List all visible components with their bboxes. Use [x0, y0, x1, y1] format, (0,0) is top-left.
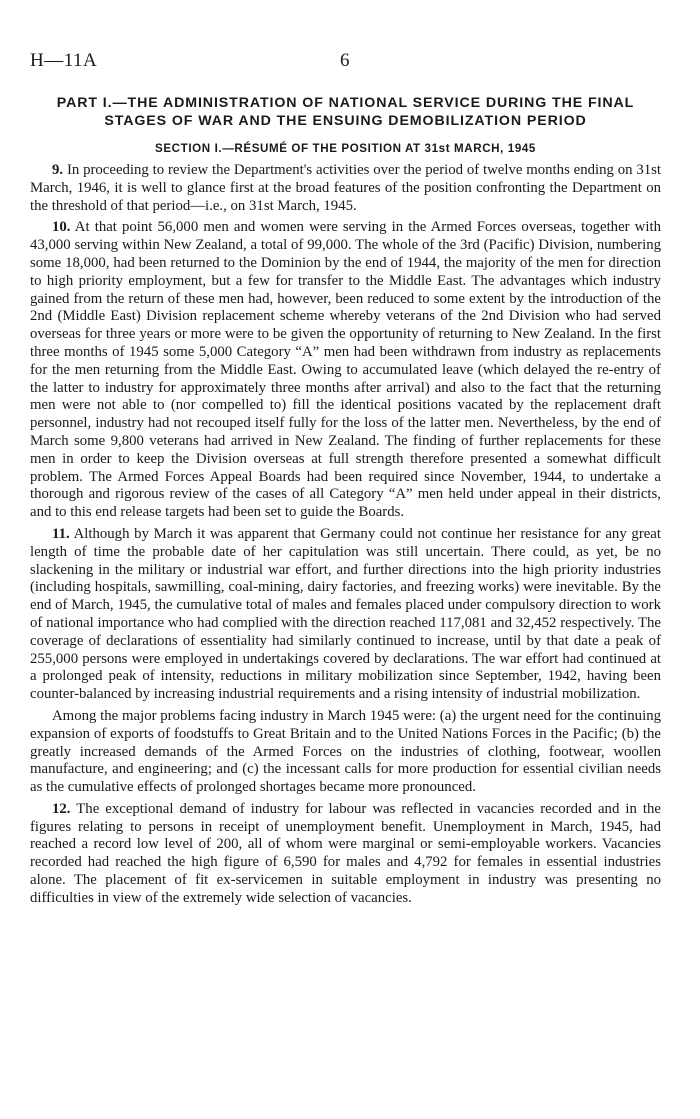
- paragraph-text: Among the major problems facing industry in March 1945 were: (a) the urgent need for the continuing expansion of exports of foodstuffs to Great Britain and to the United Nations Forces in the Pacific; (b) the greatly increased demands of the Armed Forces on the industries of clothing, footwear, woollen manufacture, and engineering; and (c) the incessant calls for more production for essential civilian needs as the cumulative effects of prolonged shortages became more pronounced.: [30, 707, 661, 796]
- page-number: 6: [340, 50, 350, 71]
- page-reference: H—11A: [30, 50, 98, 71]
- paragraph-10: [30, 219, 661, 522]
- part-title: PART I.—THE ADMINISTRATION OF NATIONAL SERVICE DURING THE FINAL STAGES OF WAR AND THE ENSUING DEMOBILIZATION PERIOD: [56, 95, 635, 129]
- paragraph-text: Although by March it was apparent that Germany could not continue her resistance for any great length of time the probable date of her capitulation was still uncertain. There could, as yet, be no slackening in the military or industrial war effort, and further directions into the high priority industries (including hospitals, sawmilling, coal-mining, dairy factories, and freezing works) were inevitable. By the end of March, 1945, the cumulative total of males and females placed under compulsory direction to work of national importance who had complied with the direction reached 117,081 and 32,452 respectively. The coverage of declarations of essentiality had similarly continued to increase, until by that date a peak of 255,000 persons were employed in undertakings covered by declarations. The war effort had continued at a prolonged peak of intensity, reductions in military mobilization since September, 1942, having been counter-balanced by increasing industrial requirements and a rising intensity of industrial mobilization.: [30, 525, 661, 703]
- paragraph-text: The exceptional demand of industry for labour was reflected in vacancies recorded and in the figures relating to persons in receipt of unemployment benefit. Unemployment in March, 1945, had reached a record low level of 200, all of whom were marginal or semi-employable workers. Vacancies recorded had reached the high figure of 6,590 for males and 4,792 for females in essential industries alone. The placement of fit ex-servicemen in suitable employment in industry was presenting no difficulties in view of the extremely wide selection of vacancies.: [30, 800, 661, 906]
- paragraph-number: 10.: [52, 219, 71, 236]
- paragraph-text: In proceeding to review the Department's activities over the period of twelve months ending on 31st March, 1946, it is well to glance first at the broad features of the position confronting the Department on the threshold of that period—i.e., on 31st March, 1945.: [30, 162, 662, 214]
- paragraph-11-continued: [30, 708, 661, 797]
- paragraph-number: 9.: [52, 162, 64, 178]
- section-title: SECTION I.—RÉSUMÉ OF THE POSITION AT 31st MARCH, 1945: [155, 142, 536, 155]
- paragraph-11: [30, 526, 661, 704]
- paragraph-text: At that point 56,000 men and women were serving in the Armed Forces overseas, together with 43,000 serving within New Zealand, a total of 99,000. The whole of the 3rd (Pacific) Division, numbering some 18,000, had been returned to the Dominion by the end of 1944, the majority of the men for direction to high priority employment, but a few for transfer to the Middle East. The advantages which industry gained from the return of these men had, however, been reduced to some extent by the introduction of the 2nd (Middle East) Division replacement scheme whereby veterans of the 2nd Division who had served overseas for three years or more were to be given the opportunity of returning to New Zealand. In the first three months of 1945 some 5,000 Category “A” men had been withdrawn from industry as replacements for the men returning from the Middle East. Owing to accumulated leave (which delayed the re-entry of the latter to industry for approximately three months after arrival) and also to the fact that the returning men were not able to (nor compelled to) fill the identical positions vacated by the replacement draft personnel, industry had not recouped itself fully for the loss of the latter men. Nevertheless, by the end of March some 9,800 veterans had arrived in New Zealand. The finding of further replacements for these men in order to keep the Division overseas at full strength therefore presented a somewhat difficult problem. The Armed Forces Appeal Boards had been required since November, 1944, to undertake a thorough and rigorous review of the cases of all Category “A” men held under appeal in their districts, and to this end release targets had been set to guide the Boards.: [30, 219, 661, 521]
- document-page: [30, 50, 661, 908]
- paragraph-number: 12.: [52, 800, 71, 817]
- paragraph-12: [30, 801, 661, 908]
- paragraph-number: 11.: [52, 525, 70, 542]
- page-header: [30, 50, 661, 80]
- paragraph-9: [30, 162, 661, 215]
